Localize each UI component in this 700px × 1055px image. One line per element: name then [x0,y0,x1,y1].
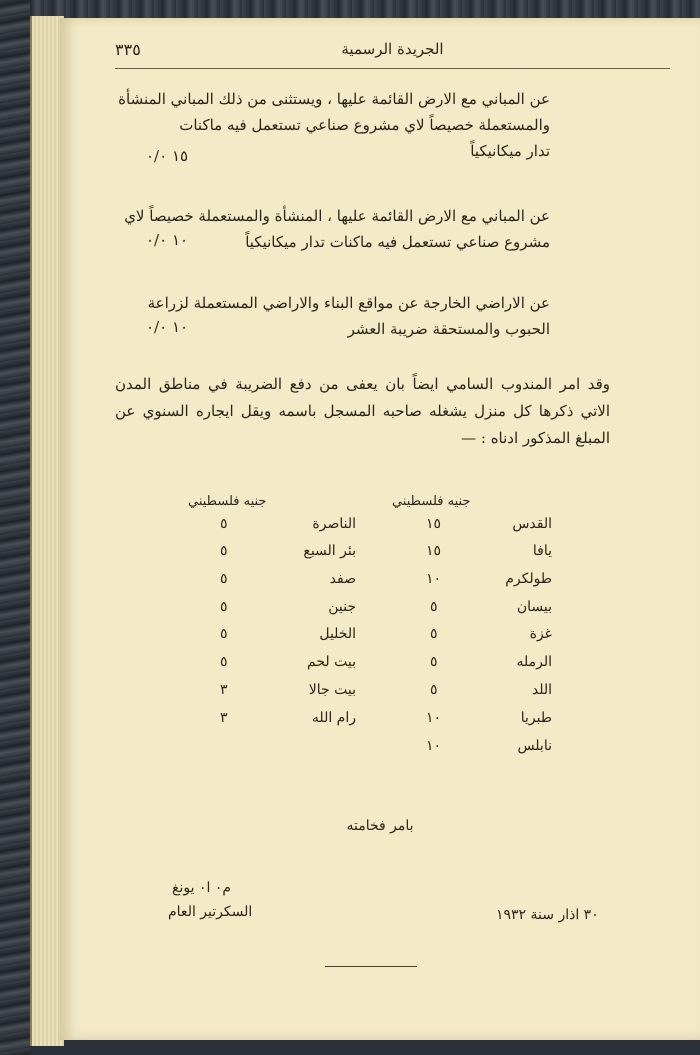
signature-date: ٣٠ اذار سنة ١٩٣٢ [496,907,599,923]
exemption-amount: ٥ [220,626,228,642]
exemption-amount: ١٥ [426,516,442,532]
exemption-amount: ٣ [220,710,228,726]
end-rule [325,966,417,967]
journal-title: الجريدة الرسمية [341,40,444,58]
tax-rate-1: ١٥ ٠/٠ [146,147,189,165]
exemption-amount: ٥ [220,654,228,670]
city-name: طبريا [520,710,552,726]
currency-header-right: جنيه فلسطيني [392,494,471,509]
exemption-amount: ٥ [220,516,228,532]
city-name: بيت جالا [308,682,356,698]
book-cover-top [0,0,700,20]
tax-item-line: عن المباني مع الارض القائمة عليها ، ويستثنى من ذلك المباني المنشأة [118,90,550,108]
exemption-amount: ٥ [430,654,438,670]
tax-item-line: مشروع صناعي تستعمل فيه ماكنات تدار ميكانيكياً [245,233,550,251]
exemption-amount: ٥ [220,599,228,615]
city-name: القدس [512,516,552,532]
exemption-amount: ٥ [430,599,438,615]
city-name: صفد [329,571,356,587]
exemption-amount: ١٠ [426,710,442,726]
city-name: بئر السبع [303,543,356,559]
closing-line: بامر فخامته [346,818,414,834]
city-name: الناصرة [312,516,356,532]
city-name: رام الله [311,710,356,726]
city-name: اللد [531,682,552,698]
city-name: جنين [328,599,356,615]
city-name: نابلس [517,738,552,754]
tax-item-line: تدار ميكانيكياً [470,142,550,160]
city-name: الرمله [516,654,552,670]
running-head [115,40,670,69]
page-number: ٣٣٥ [115,40,141,59]
tax-item-line: والمستعملة خصيصاً لاي مشروع صناعي تستعمل فيه ماكنات [179,116,550,134]
city-name: يافا [532,543,552,559]
exemption-amount: ٥ [220,543,228,559]
tax-item-line: الحبوب والمستحقة ضريبة العشر [347,320,550,338]
order-paragraph: وقد امر المندوب السامي ايضاً بان يعفى من دفع الضريبة في مناطق المدن الاتي ذكرها كل منزل يشغله صاحبه المسجل باسمه ويقل ايجاره السنوي عن المبلغ المذكور ادناه : — [115,375,610,447]
book-cover-spine [0,0,30,1055]
exemption-amount: ٣ [220,682,228,698]
exemption-amount: ١٥ [426,543,442,559]
city-name: بيسان [516,599,552,615]
tax-rate-3: ١٠ ٠/٠ [146,318,189,336]
tax-item-3 [148,290,550,342]
gazette-page [60,18,700,1040]
city-name: بيت لحم [307,654,356,670]
page-edges [30,16,64,1046]
exemption-amount: ١٠ [426,738,442,754]
signatory-title: السكرتير العام [168,904,253,920]
tax-rate-2: ١٠ ٠/٠ [146,231,189,249]
currency-header-left: جنيه فلسطيني [188,494,267,509]
tax-item-line: عن المباني مع الارض القائمة عليها ، المنشأة والمستعملة خصيصاً لاي [124,207,550,225]
tax-item-line: عن الاراضي الخارجة عن مواقع البناء والاراضي المستعملة لزراعة [147,294,550,312]
exemption-amount: ٥ [430,682,438,698]
exemption-amount: ٥ [220,571,228,587]
signatory-name: م٠ ا٠ يونغ [172,880,232,896]
city-name: الخليل [319,626,356,642]
exemption-amount: ١٠ [426,571,442,587]
city-name: طولكرم [505,571,552,587]
exemption-amount: ٥ [430,626,438,642]
city-name: غزة [529,626,552,642]
